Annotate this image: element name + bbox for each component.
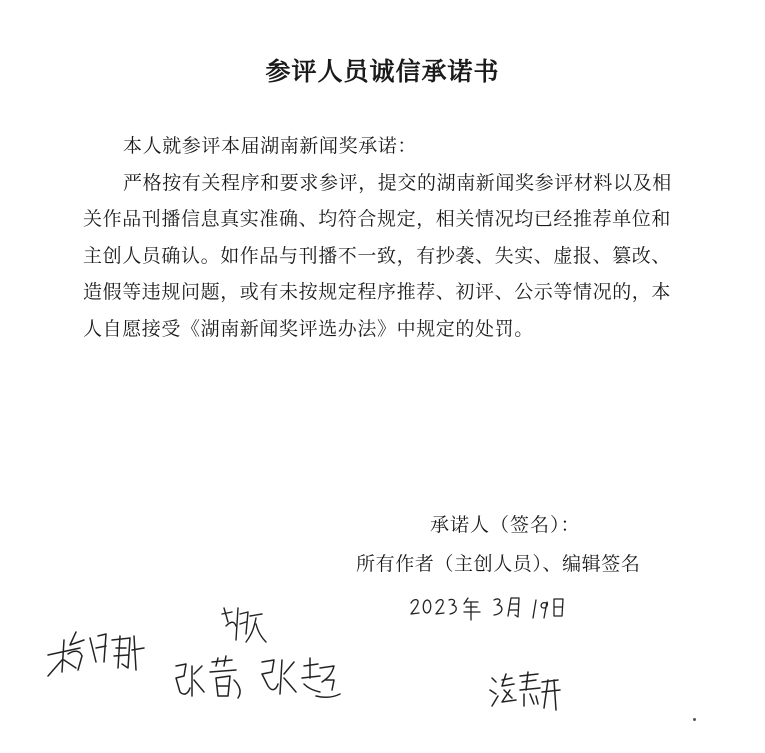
handwritten-date [408,590,598,624]
document-body [83,128,688,347]
intro-line: 本人就参评本届湖南新闻奖承诺： [123,135,418,157]
document-title: 参评人员诚信承诺书 [265,57,500,86]
signature-peng [218,600,268,650]
signature-ling [488,668,563,713]
scan-speck [693,718,696,721]
authors-signature-label: 所有作者（主创人员）、编辑签名 [356,553,641,575]
signature-zhang-chao [258,650,343,705]
commitment-paragraph: 严格按有关程序和要求参评，提交的湖南新闻奖参评材料以及相关作品刊播信息真实准确、均符合规定，相关情况均已经推荐单位和主创人员确认。如作品与刊播不一致，有抄袭、失实、虚报、篡改、造假等违规问题，或有未按规定程序推荐、初评、公示等情况的，本人自愿接受《湖南新闻奖评选办法》中规定的处罚。 [83,171,672,340]
signature-li [40,610,160,690]
signature-zhang-lei [172,652,252,704]
signer-label: 承诺人（签名）： [430,514,581,536]
